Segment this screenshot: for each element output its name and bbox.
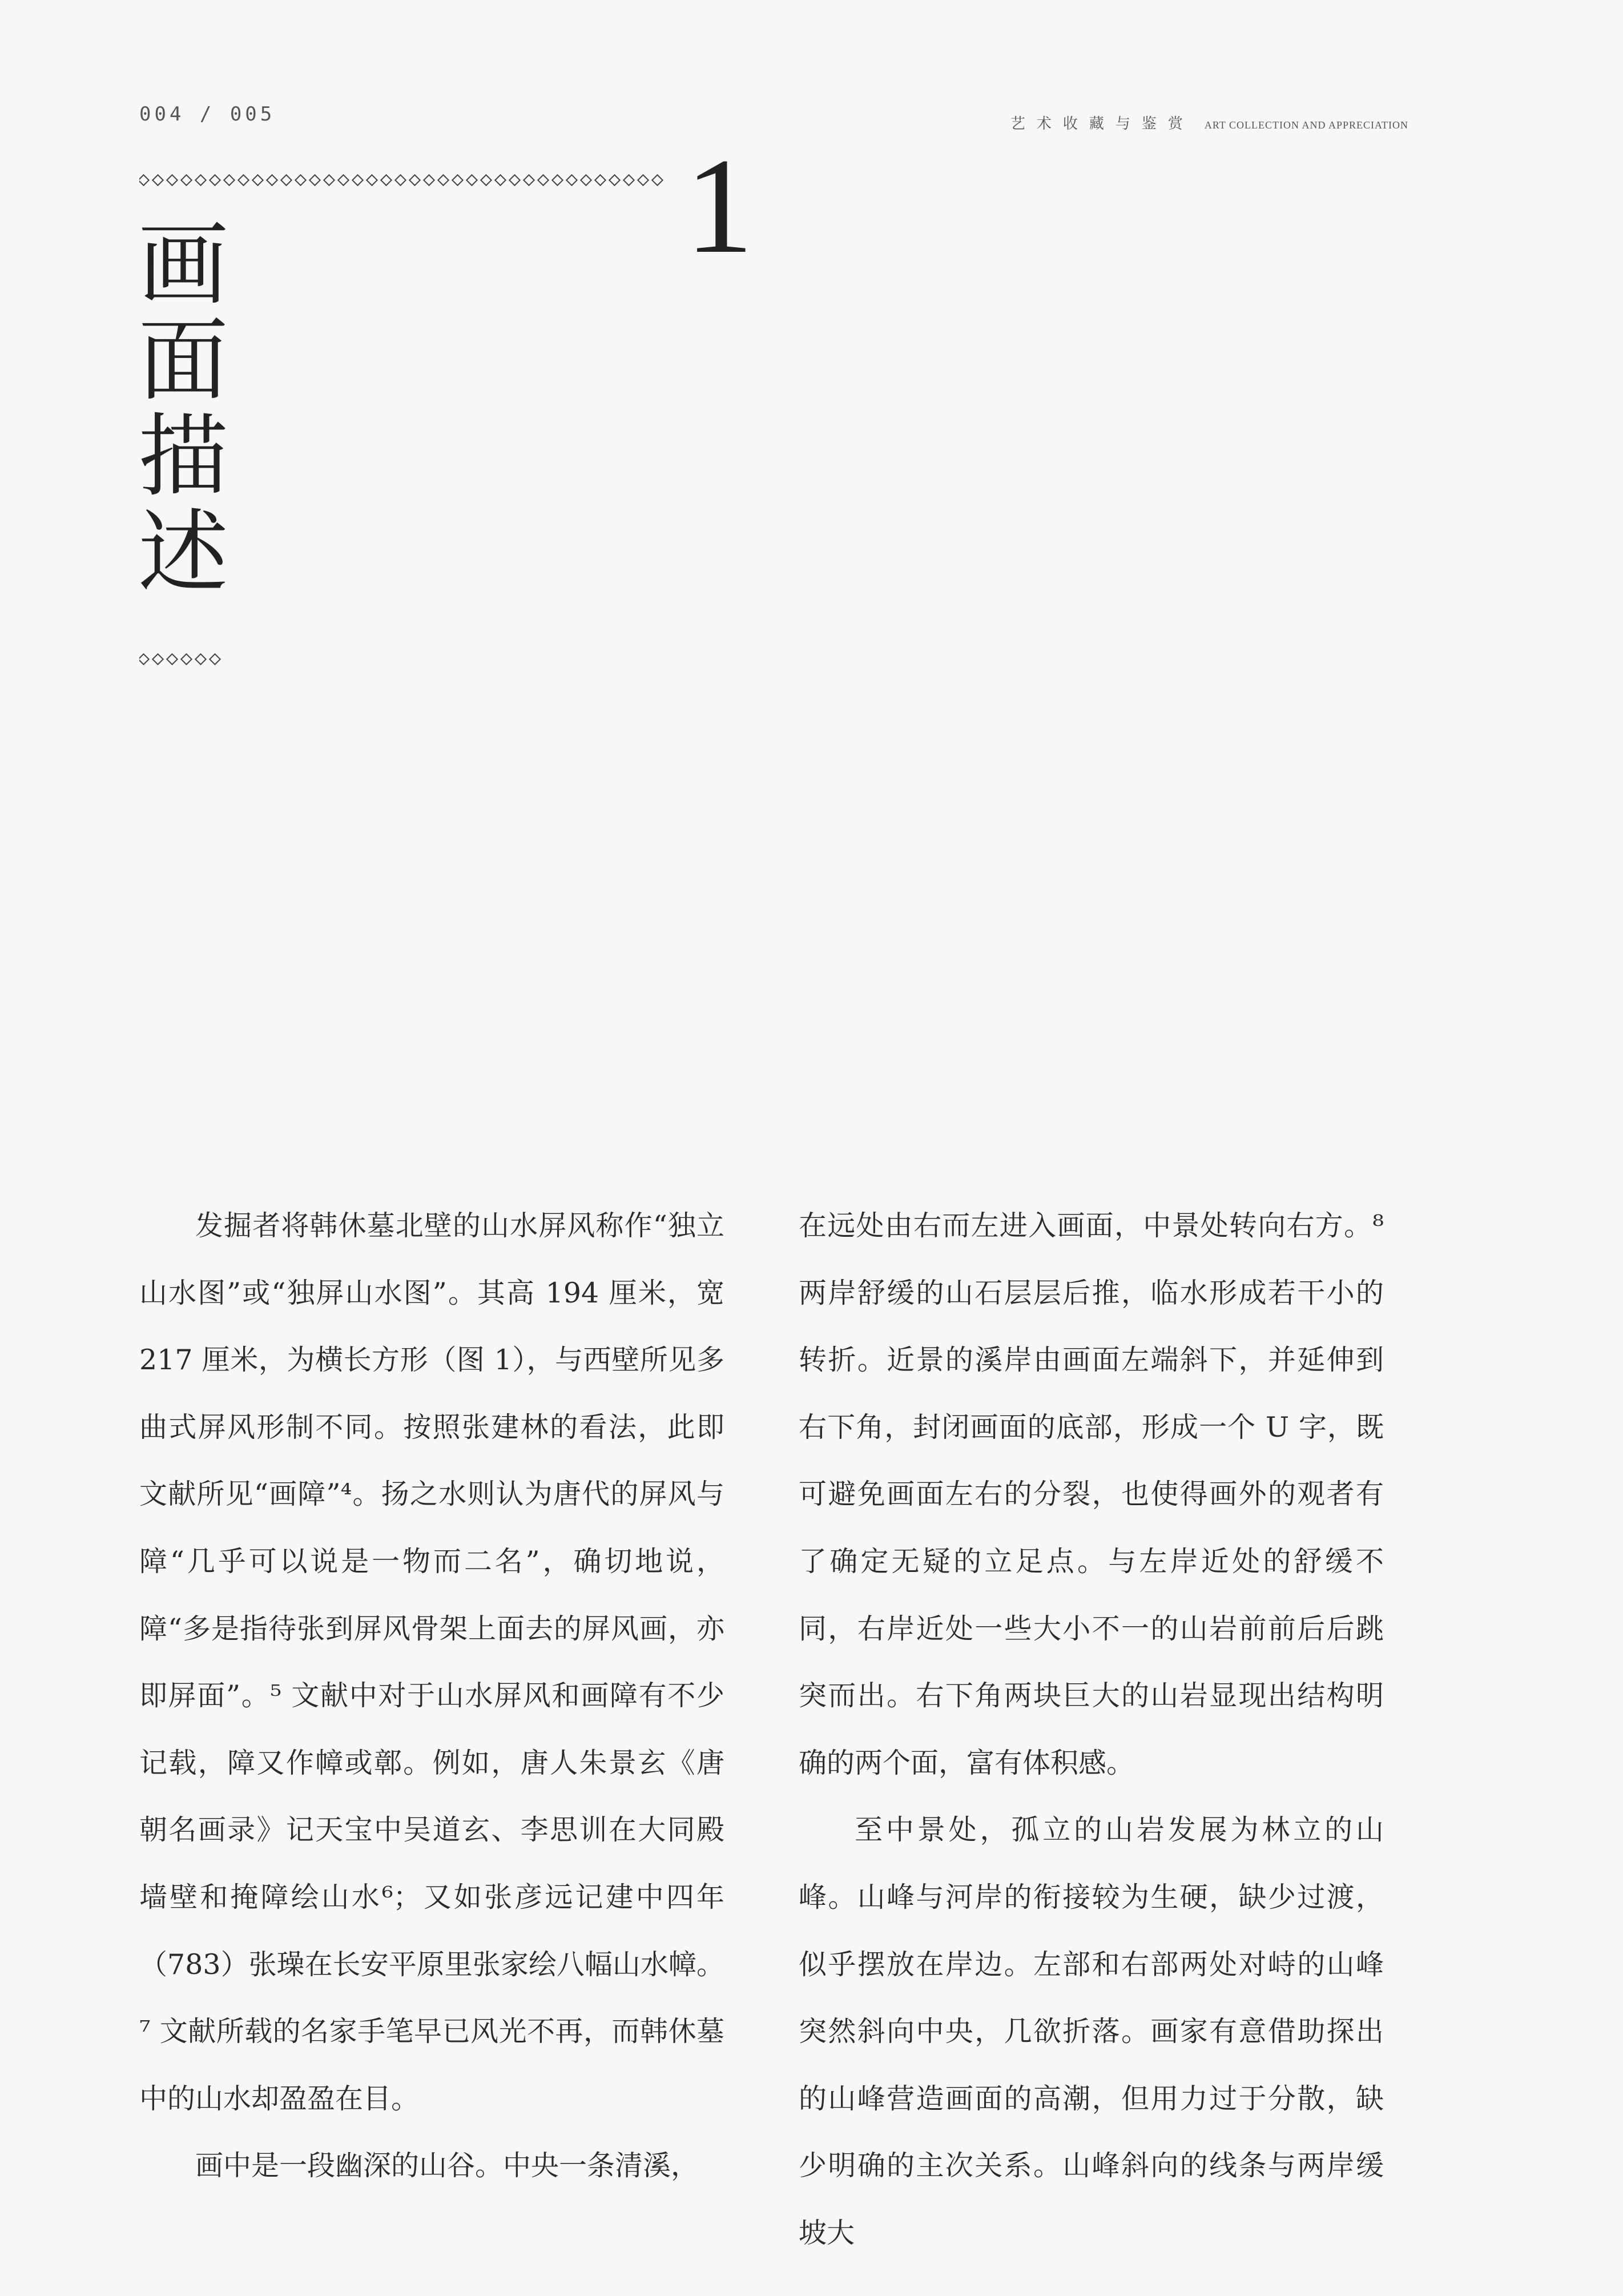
diamond-ornament	[209, 174, 221, 186]
diamond-ornament	[580, 174, 592, 186]
paragraph: 至中景处，孤立的山岩发展为林立的山峰。山峰与河岸的衔接较为生硬，缺少过渡，似乎摆放在岸边。左部和右部两处对峙的山峰突然斜向中央，几欲折落。画家有意借助探出的山峰营造画面的高潮，但用力过于分散，缺少明确的主次关系。山峰斜向的线条与两岸缓坡大	[799, 1814, 1384, 2249]
left-column	[139, 1192, 724, 2267]
chapter-title-char: 述	[138, 500, 228, 605]
diamond-ornament	[509, 174, 521, 186]
chapter-number: 1	[685, 130, 754, 282]
diamond-ornament	[139, 174, 150, 186]
diamond-ornament	[266, 174, 278, 186]
diamond-ornament	[352, 174, 364, 186]
diamond-ornament	[452, 174, 464, 186]
diamond-ornament	[551, 174, 563, 186]
diamond-ornament	[437, 174, 449, 186]
running-head	[1010, 112, 1408, 133]
diamond-ornament	[423, 174, 435, 186]
chapter-title-char: 描	[138, 404, 228, 509]
diamond-ornament	[494, 174, 506, 186]
diamond-ornament	[166, 653, 178, 665]
diamond-ornament	[523, 174, 535, 186]
chapter-title	[135, 212, 232, 605]
diamond-ornament	[209, 653, 221, 665]
diamond-ornament	[180, 174, 192, 186]
diamond-ornament	[180, 653, 192, 665]
diamond-ornament	[480, 174, 492, 186]
diamond-ornament	[337, 174, 349, 186]
diamond-ornament	[195, 174, 207, 186]
diamond-ornament	[237, 174, 249, 186]
diamond-ornament	[651, 174, 663, 186]
right-column	[799, 1192, 1384, 2267]
diamond-ornament	[623, 174, 635, 186]
diamond-ornament	[366, 174, 378, 186]
diamond-ornament	[295, 174, 307, 186]
diamond-ornament	[252, 174, 264, 186]
paragraph: 画中是一段幽深的山谷。中央一条清溪，	[195, 2149, 699, 2182]
diamond-ornament	[566, 174, 578, 186]
paragraph: 在远处由右而左进入画面，中景处转向右方。⁸ 两岸舒缓的山石层层后推，临水形成若干小的转折。近景的溪岸由画面左端斜下，并延伸到右下角，封闭画面的底部，形成一个 U 字，既可避免画面左右的分裂，也使得画外的观者有了确定无疑的立足点。与左岸近处的舒缓不同，右岸近处一些大小不一的山岩前前后后跳突而出。右下角两块巨大的山岩显现出结构明确的两个面，富有体积感。	[799, 1209, 1384, 1779]
diamond-ornament	[537, 174, 549, 186]
chapter-title-char: 面	[138, 308, 228, 413]
chapter-title-char: 画	[138, 212, 228, 317]
diamond-ornament	[152, 653, 164, 665]
diamond-ornament	[394, 174, 406, 186]
diamond-ornament	[609, 174, 621, 186]
diamond-ornament	[466, 174, 478, 186]
diamond-ornament	[309, 174, 321, 186]
diamond-ornament	[409, 174, 421, 186]
diamond-ornament	[637, 174, 649, 186]
page-number: 004 / 005	[139, 103, 276, 126]
diamond-ornament	[380, 174, 392, 186]
diamond-ornament	[166, 174, 178, 186]
diamond-ornament	[594, 174, 606, 186]
diamond-rule-bottom	[139, 650, 231, 668]
diamond-ornament	[323, 174, 335, 186]
running-head-en: ART COLLECTION AND APPRECIATION	[1204, 119, 1408, 131]
diamond-ornament	[280, 174, 292, 186]
diamond-rule-top	[139, 171, 670, 188]
paragraph: 发掘者将韩休墓北壁的山水屏风称作“独立山水图”或“独屏山水图”。其高 194 厘米，宽 217 厘米，为横长方形（图 1），与西壁所见多曲式屏风形制不同。按照张建林的看法，此即文献所见“画障”⁴。扬之水则认为唐代的屏风与障“几乎可以说是一物而二名”，确切地说，障“多是指待张到屏风骨架上面去的屏风画，亦即屏面”。⁵ 文献中对于山水屏风和画障有不少记载，障又作幛或鄣。例如，唐人朱景玄《唐朝名画录》记天宝中吴道玄、李思训在大同殿墙壁和掩障绘山水⁶；又如张彦远记建中四年（783）张璪在长安平原里张家绘八幅山水幛。⁷ 文献所载的名家手笔早已风光不再，而韩休墓中的山水却盈盈在目。	[139, 1209, 724, 2115]
body-text	[139, 1192, 1384, 2267]
diamond-ornament	[223, 174, 235, 186]
running-head-cn: 艺术收藏与鉴赏	[1010, 115, 1194, 132]
diamond-ornament	[139, 653, 150, 665]
diamond-ornament	[195, 653, 207, 665]
diamond-ornament	[152, 174, 164, 186]
